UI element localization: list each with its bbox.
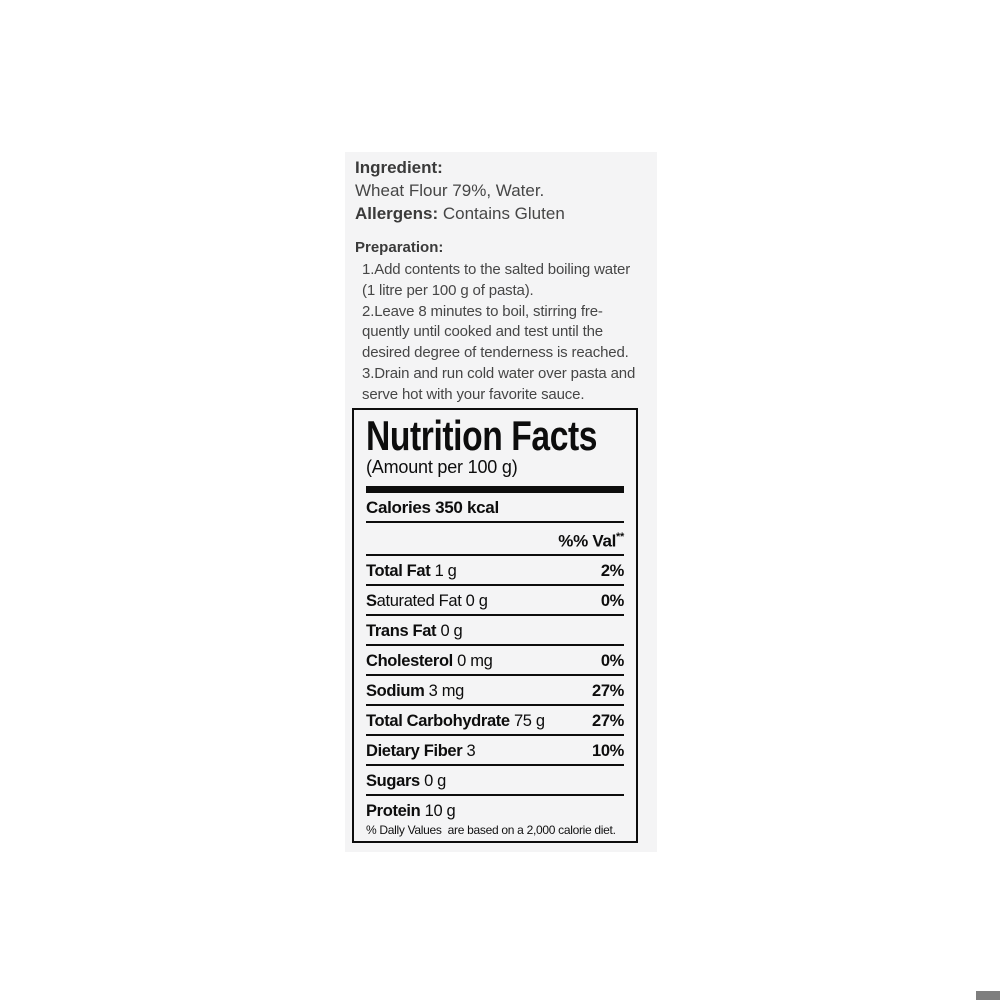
row-amount: 0 g	[436, 621, 463, 640]
row-label: Dietary Fiber	[366, 741, 463, 760]
row-label: S	[366, 591, 377, 610]
preparation-step-line: serve hot with your favorite sauce.	[362, 385, 585, 403]
ingredient-heading: Ingredient:	[355, 158, 443, 177]
row-amount: 3	[462, 741, 476, 760]
row-percent: 0%	[600, 651, 624, 670]
row-amount: 75 g	[509, 711, 545, 730]
scrollbar-corner-artifact	[976, 991, 1000, 1000]
info-section	[345, 152, 657, 406]
row-amount: 0 g	[419, 771, 446, 790]
row-percent: 10%	[592, 741, 624, 760]
allergens-value: Contains Gluten	[438, 204, 565, 223]
row-label: Protein	[366, 801, 421, 820]
preparation-step-line: 2.Leave 8 minutes to boil, stirring fre-	[362, 302, 603, 320]
row-amount: 0 mg	[452, 651, 493, 670]
preparation-step-line: (1 litre per 100 g of pasta).	[362, 281, 534, 299]
percent-value-header	[366, 523, 624, 556]
nutrition-title: Nutrition Facts	[366, 412, 598, 459]
row-amount: aturated Fat 0 g	[376, 591, 488, 610]
row-label: Total Carbohydrate	[366, 711, 510, 730]
nutrition-row-total-carbohydrate	[366, 706, 624, 736]
nutrition-row-saturated-fat	[366, 586, 624, 616]
nutrition-facts-box	[352, 408, 638, 843]
row-percent: 27%	[592, 711, 624, 730]
allergens-line	[355, 202, 657, 225]
calories-row: Calories 350 kcal	[366, 493, 624, 523]
col-header-asterisks: **	[616, 531, 624, 543]
nutrition-row-protein	[366, 796, 624, 821]
preparation-step-line: quently until cooked and test until the	[362, 323, 603, 341]
thick-divider	[366, 486, 624, 493]
nutrition-row-trans-fat	[366, 616, 624, 646]
nutrition-row-sugars	[366, 766, 624, 796]
preparation-heading: Preparation:	[355, 239, 444, 256]
nutrition-row-sodium	[366, 676, 624, 706]
ingredient-value: Wheat Flour 79%, Water.	[355, 181, 545, 200]
daily-values-footnote: % Dally Values are based on a 2,000 calorie diet.	[366, 822, 616, 837]
percent-value-label: %% Val	[558, 531, 617, 551]
row-percent: 27%	[592, 681, 624, 700]
row-amount: 10 g	[420, 801, 456, 820]
row-label: Sodium	[366, 681, 425, 700]
preparation-step-line: desired degree of tenderness is reached.	[362, 344, 629, 362]
allergens-label: Allergens:	[355, 204, 439, 223]
row-label: Trans Fat	[366, 621, 437, 640]
preparation-step-line: 3.Drain and run cold water over pasta and	[362, 364, 636, 382]
nutrition-subtitle: (Amount per 100 g)	[366, 457, 518, 477]
row-label: Sugars	[366, 771, 420, 790]
nutrition-row-total-fat	[366, 556, 624, 586]
preparation-steps	[355, 260, 657, 406]
row-amount: 3 mg	[424, 681, 464, 700]
row-percent: 0%	[600, 591, 624, 610]
preparation-step-line: 1.Add contents to the salted boiling water	[362, 261, 631, 278]
row-amount: 1 g	[430, 561, 457, 580]
nutrition-row-cholesterol	[366, 646, 624, 676]
row-percent: 2%	[600, 561, 624, 580]
nutrition-row-dietary-fiber	[366, 736, 624, 766]
row-label: Total Fat	[366, 561, 431, 580]
row-label: Cholesterol	[366, 651, 453, 670]
label-panel	[345, 152, 657, 852]
